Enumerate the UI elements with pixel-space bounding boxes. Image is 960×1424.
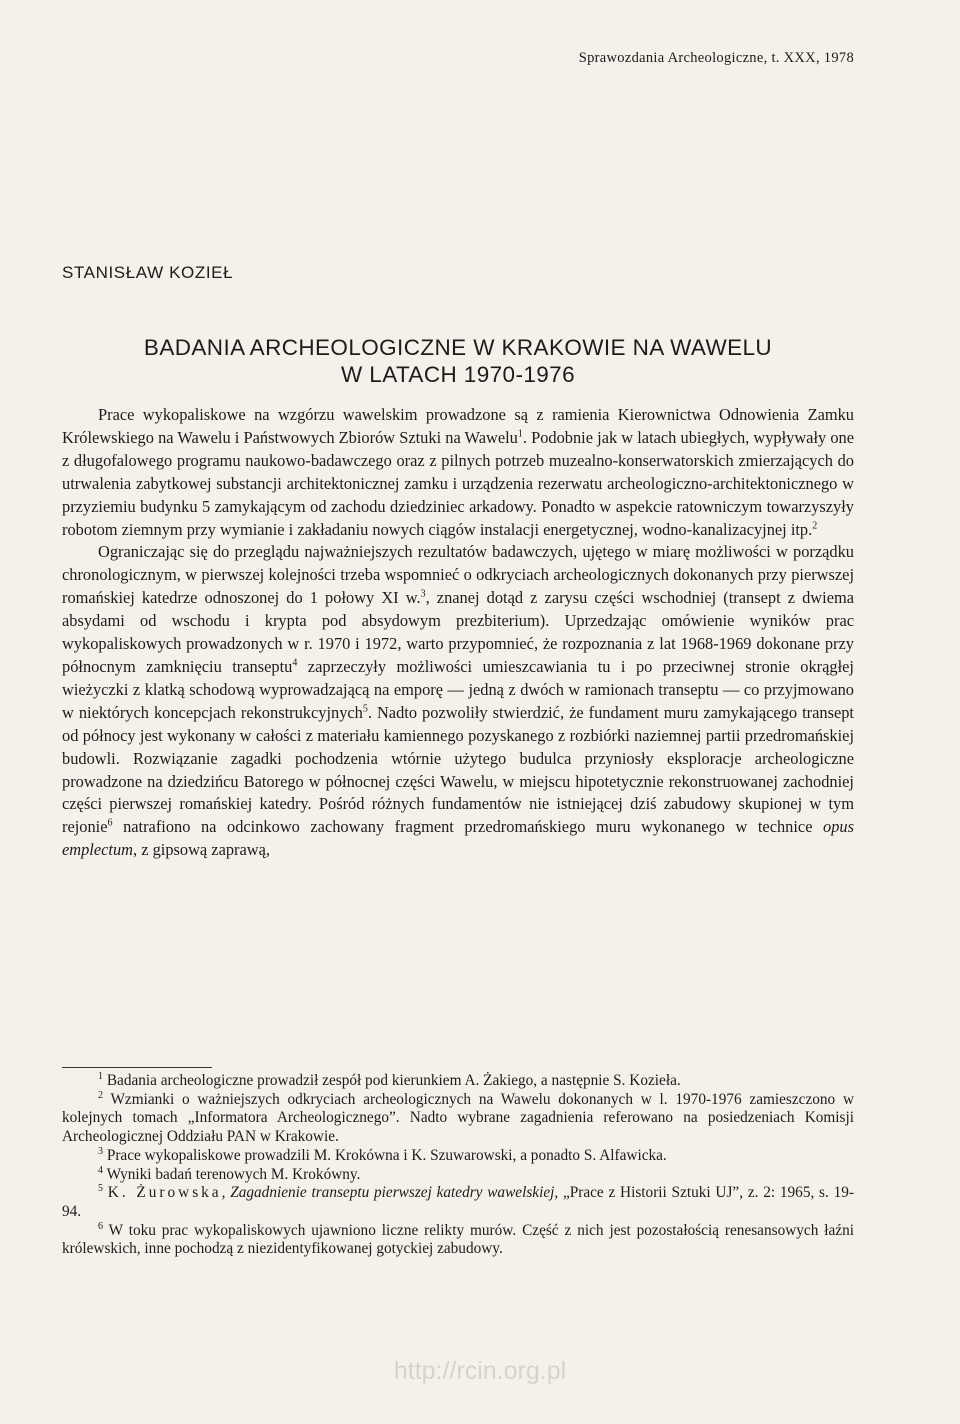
footnote-1 <box>62 1072 854 1091</box>
paragraph-2-text: , z gipsową zaprawą, <box>133 840 270 860</box>
paragraph-2-text: . Nadto pozwoliły stwierdzić, że fundament muru zamykającego transept od północy jest wykonany w całości z materiału kamiennego pozyskanego z rozbiórki naziemnej partii przedromańskiej budowli. Rozwiązanie zagadki pochodzenia wtórnie użytego budulca przyniosły eksploracje archeologiczne prowadzone na dziedzińcu Batorego w północnej części Wawelu, w miejscu hipotetycznie rekonstruowanej zachodniej części pierwszej romańskiej katedry. Pośród różnych fundamentów nie istniejącej dziś zabudowy skupionej w tym rejonie <box>62 702 854 837</box>
footnote-ref-3: 3 <box>420 588 426 600</box>
title-line-1: BADANIA ARCHEOLOGICZNE W KRAKOWIE NA WAWELU <box>143 335 773 360</box>
footnote-separator: , <box>221 1184 231 1202</box>
footnote-divider <box>62 1067 212 1068</box>
footnote-ref-6: 6 <box>107 817 113 829</box>
footnote-text: W toku prac wykopaliskowych ujawniono liczne relikty murów. Część z nich jest pozostałością renesansowych łaźni królewskich, inne pochodzą z niezidentyfikowanej gotyckiej zabudowy. <box>62 1221 854 1258</box>
footnote-3 <box>62 1147 854 1166</box>
footnotes <box>62 1072 854 1259</box>
footnote-ref-1: 1 <box>517 428 523 440</box>
footnote-4 <box>62 1166 854 1185</box>
footnote-5 <box>62 1184 854 1221</box>
footnote-number: 1 <box>98 1070 103 1082</box>
paragraph-1 <box>62 404 854 541</box>
italic-term: opus emplectum <box>62 817 854 860</box>
paragraph-1-text: . Podobnie jak w latach ubiegłych, wypływały one z długofalowego programu naukowo-badawczego oraz z pilnych potrzeb muzealno-konserwatorskich zmierzających do utrwalenia zabytkowej substancji architektonicznej zamku i urządzenia rezerwatu archeologiczno-architektonicznego w przyziemiu budynku 5 zamykającym od zachodu dziedziniec arkadowy. Ponadto w aspekcie ratowniczym towarzyszyły robotom ziemnym przy wymianie i zakładaniu nowych ciągów instalacji energetycznej, wodno-kanalizacyjnej itp. <box>62 427 854 539</box>
footnote-number: 5 <box>98 1183 103 1195</box>
paragraph-2-text: zaprzeczyły możliwości umieszcawiania tu i po przeciwnej stronie okrągłej wieżyczki z klatką schodową wyprowadzającą na emporę — jedną z dwóch w ramionach transeptu — co przyjmowano w niektórych koncepcjach rekonstrukcyjnych <box>62 656 854 722</box>
paragraph-1-text: Prace wykopaliskowe na wzgórzu wawelskim prowadzone są z ramienia Kierownictwa Odnowienia Zamku Królewskiego na Wawelu i Państwowych Zbiorów Sztuki na Wawelu <box>62 405 854 447</box>
footnote-6 <box>62 1222 854 1259</box>
footnote-ref-4: 4 <box>292 657 298 669</box>
paragraph-2-text: , znanej dotąd z zarysu części wschodniej (transept z dwiema absydami od wschodu i krypta pod absydowym prezbiterium). Uprzedzając omówienie wyników prac wykopaliskowych prowadzonych w r. 1970 i 1972, warto przypomnieć, że rozpoznania z lat 1968-1969 dokonane przy północnym zamknięciu transeptu <box>62 588 854 676</box>
paragraph-2-text: Ograniczając się do przeglądu najważniejszych rezultatów badawczych, ujętego w miarę możliwości w porządku chronologicznym, w pierwszej kolejności trzeba wspomnieć o odkryciach archeologicznych dokonanych przy pierwszej romańskiej katedrze odnoszonej do 1 połowy XI w. <box>62 542 854 608</box>
paragraph-2-text: natrafiono na odcinkowo zachowany fragment przedromańskiego muru wykonanego w technice <box>112 817 824 837</box>
footnote-number: 3 <box>98 1145 103 1157</box>
article-title <box>62 334 854 388</box>
article-body <box>62 404 854 862</box>
paragraph-2 <box>62 541 854 862</box>
footnote-ref-2: 2 <box>812 520 818 532</box>
footnote-number: 6 <box>98 1220 103 1232</box>
footnote-author: K. Żurowska <box>107 1184 222 1202</box>
footnote-title: Zagadnienie transeptu pierwszej katedry wawelskiej <box>230 1184 555 1202</box>
source-watermark: http://rcin.org.pl <box>393 1357 567 1385</box>
title-line-2: W LATACH 1970-1976 <box>341 362 575 387</box>
running-head: Sprawozdania Archeologiczne, t. XXX, 1978 <box>578 50 854 66</box>
footnote-text: Prace wykopaliskowe prowadzili M. Krokówna i K. Szuwarowski, a ponadto S. Alfawicka. <box>106 1146 667 1164</box>
footnote-text: Wyniki badań terenowych M. Krokówny. <box>106 1165 361 1183</box>
footnote-text: , „Prace z Historii Sztuki UJ”, z. 2: 1965, s. 19-94. <box>62 1184 854 1220</box>
footnote-ref-5: 5 <box>362 703 368 715</box>
footnote-number: 2 <box>98 1089 103 1101</box>
footnote-text: Badania archeologiczne prowadził zespół pod kierunkiem A. Żakiego, a następnie S. Kozieła. <box>106 1072 681 1089</box>
author-name: STANISŁAW KOZIEŁ <box>62 263 234 282</box>
footnote-text: Wzmianki o ważniejszych odkryciach archeologicznych na Wawelu dokonanych w l. 1970-1976 zamieszczono w kolejnych tomach „Informatora Archeologicznego”. Nadto wybrane zagadnienia referowano na posiedzeniach Komisji Archeologicznej Oddziału PAN w Krakowie. <box>62 1090 854 1146</box>
footnote-2 <box>62 1091 854 1147</box>
footnote-number: 4 <box>98 1164 103 1176</box>
